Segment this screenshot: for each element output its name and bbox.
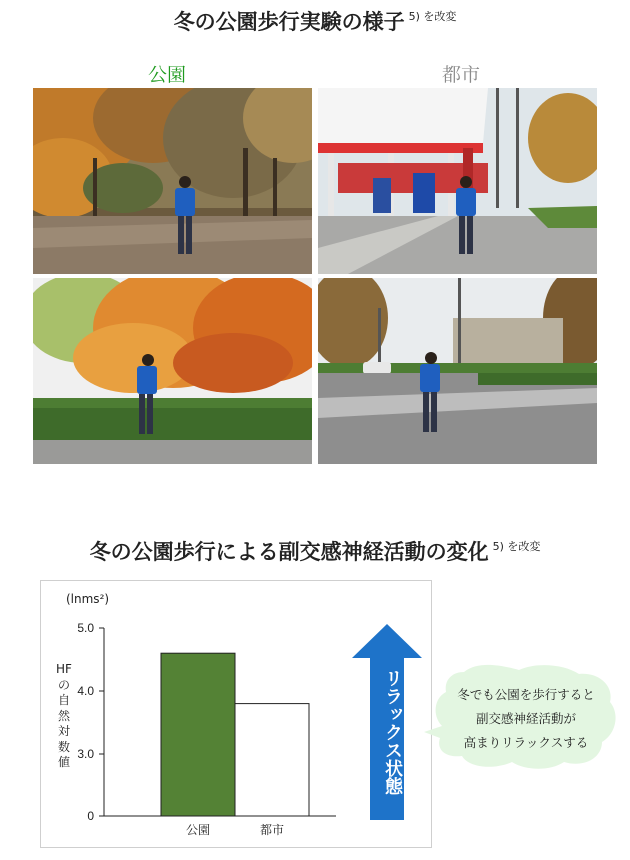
category-label-park: 公園 <box>185 823 211 837</box>
photo-city-walking-1 <box>318 88 597 274</box>
photo-park-walking-2 <box>33 278 312 464</box>
bubble-line-3: 高まりリラックスする <box>463 735 589 750</box>
citation-note: 5) を改変 <box>408 10 457 23</box>
bar-city <box>235 704 309 816</box>
chart-labels <box>186 822 284 837</box>
relax-arrow-label: リラックス状態 <box>382 669 403 795</box>
photo-park-walking-1 <box>33 88 312 274</box>
column-label-park: 公園 <box>148 64 187 86</box>
bubble-line-2: 副交感神経活動が <box>475 711 576 726</box>
chart-y-axis-label: HFの自然対数値 <box>56 662 72 769</box>
chart-unit-label: (lnms²) <box>66 592 110 606</box>
column-label-city: 都市 <box>442 64 481 86</box>
y-tick-label: 5.0 <box>77 621 94 635</box>
chart-section-title: 冬の公園歩行による副交感神経活動の変化 $^{5) を改変}$ <box>89 540 541 564</box>
citation-note: 5) を改変 <box>492 540 541 553</box>
photo-city-walking-2 <box>318 278 597 464</box>
y-tick-label: 0 <box>87 809 94 823</box>
category-label-city: 都市 <box>259 823 285 837</box>
bubble-line-1: 冬でも公園を歩行すると <box>457 687 595 702</box>
y-tick-label: 4.0 <box>77 684 94 698</box>
y-tick-label: 3.0 <box>77 747 94 761</box>
bar-park <box>161 653 235 816</box>
speech-bubble-text <box>438 683 614 755</box>
chart-bars <box>161 653 309 816</box>
photo-section-title: 冬の公園歩行実験の様子 $^{5) を改変}$ <box>173 10 457 34</box>
